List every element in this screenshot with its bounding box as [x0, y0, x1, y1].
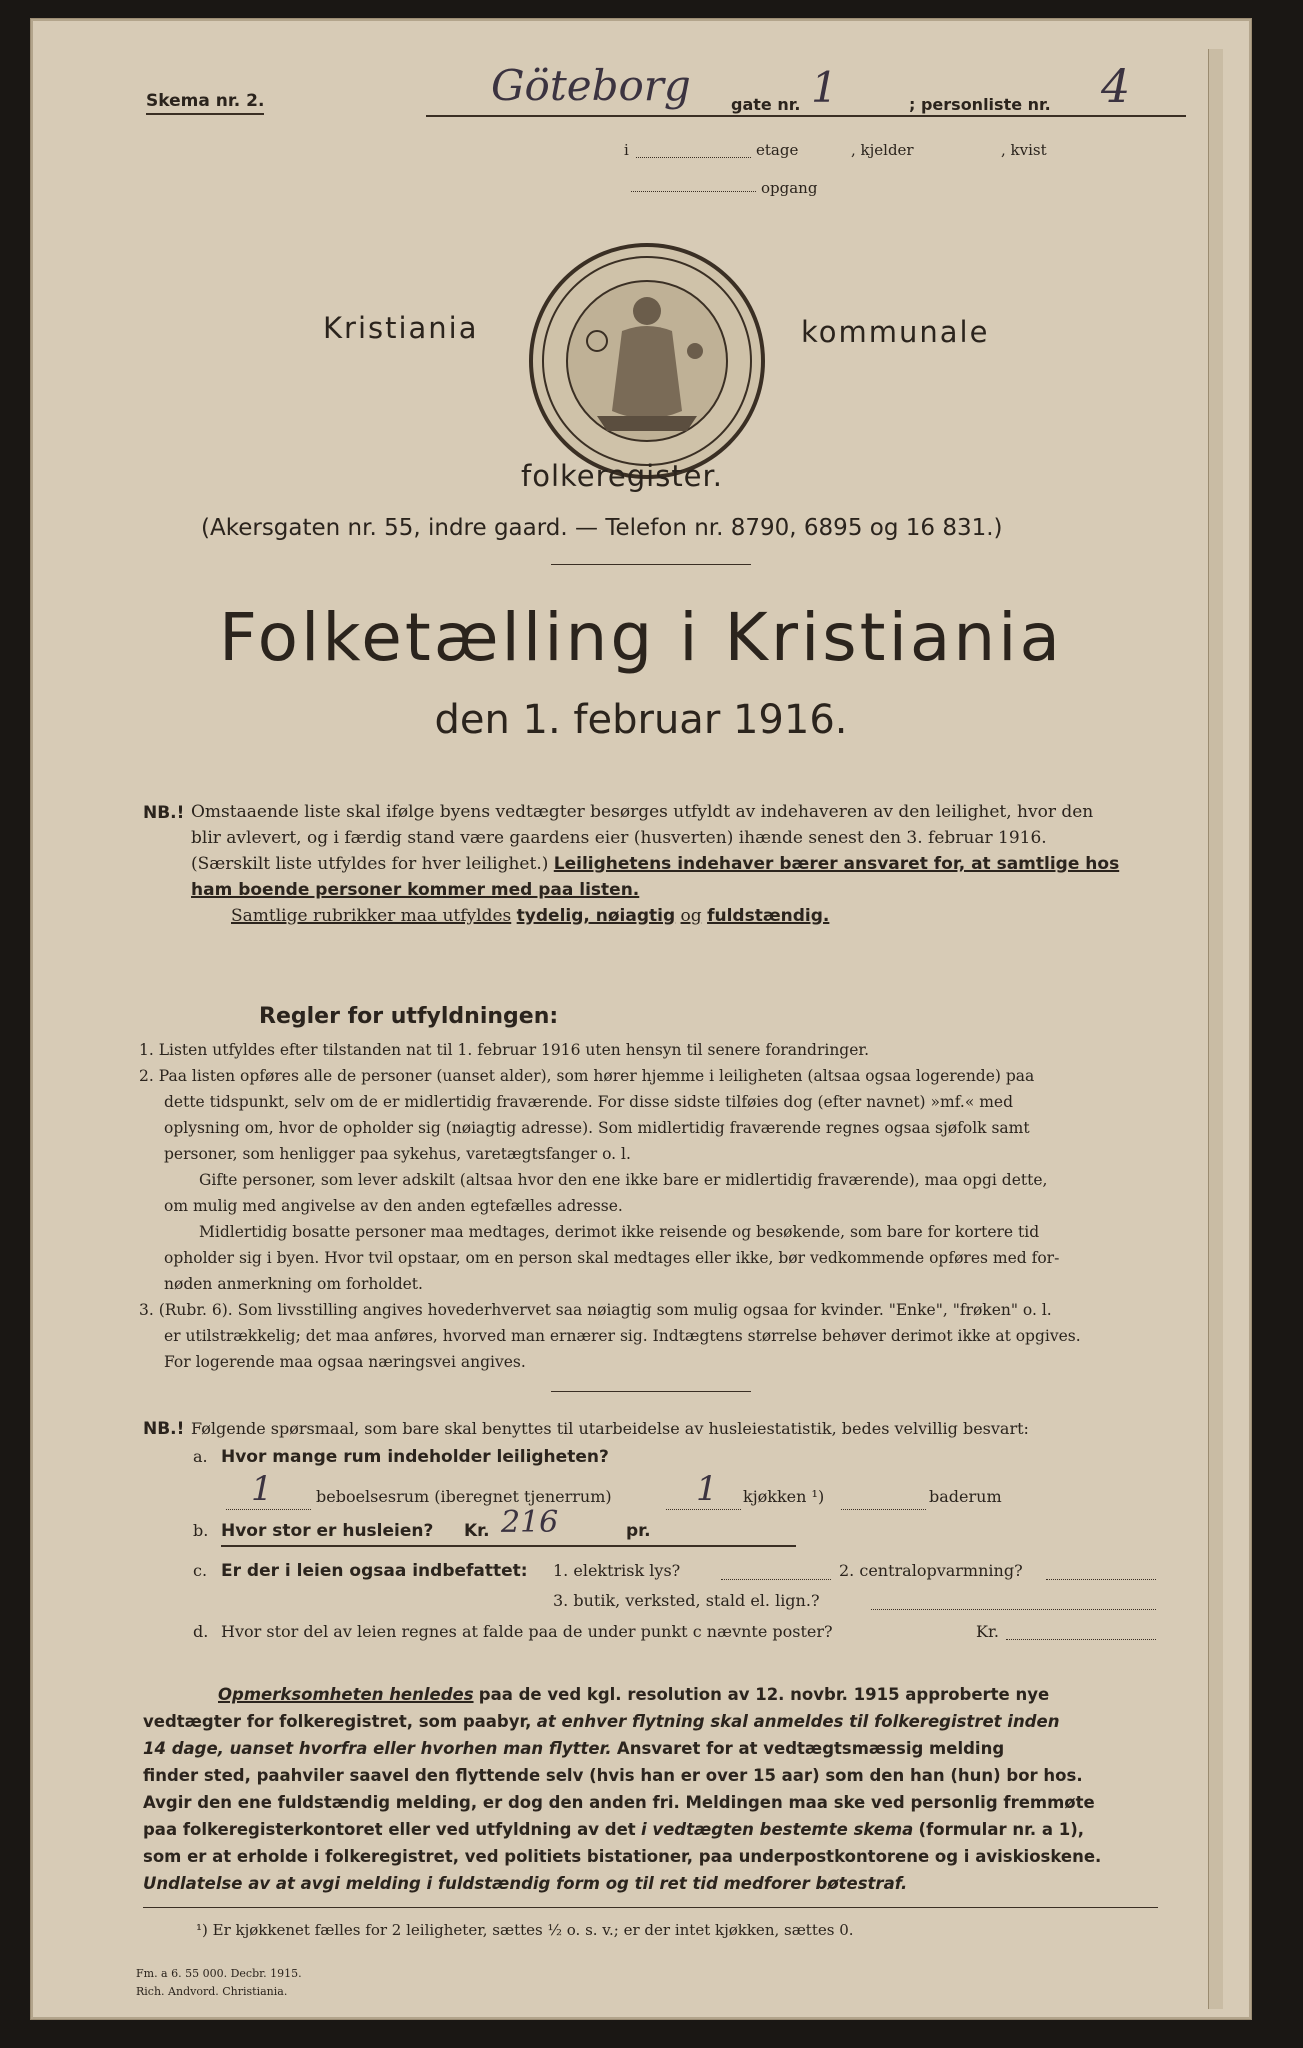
etage-label: etage	[756, 141, 799, 159]
handwritten-rent: 216	[501, 1505, 559, 1540]
nb1-line5b: tydelig, nøiagtig	[516, 906, 676, 926]
kvist-label: , kvist	[1001, 141, 1047, 159]
qc-question: Er der i leien ogsaa indbefattet:	[221, 1561, 528, 1581]
qc1-answer-line	[721, 1579, 831, 1580]
nb1-line4: ham boende personer kommer med paa listen.	[191, 880, 640, 900]
handwritten-personliste-nr: 4	[1101, 59, 1131, 113]
personliste-label: ; personliste nr.	[909, 95, 1051, 114]
kitchen-answer-line	[666, 1509, 741, 1510]
qc-label: c.	[193, 1561, 208, 1580]
registry-address: (Akersgaten nr. 55, indre gaard. — Telefon nr. 8790, 6895 og 16 831.)	[201, 515, 1003, 541]
nb1-line1: Omstaaende liste skal ifølge byens vedtægter besørges utfyldt av indehaveren av den leilighet, hvor den	[191, 802, 1094, 822]
qa-question: Hvor mange rum indeholder leiligheten?	[221, 1447, 609, 1467]
notice-l6a: paa folkeregisterkontoret eller ved utfyldning av det	[143, 1820, 636, 1839]
notice-l1b: paa de ved kgl. resolution av 12. novbr. 1915 approberte nye	[478, 1685, 1050, 1704]
kr-label: Kr.	[464, 1521, 490, 1541]
skema-label: Skema nr. 2.	[146, 91, 264, 115]
folkeregister-title: folkeregister.	[521, 459, 724, 493]
rule-2i: nøden anmerkning om forholdet.	[164, 1275, 423, 1293]
notice-l7: som er at erholde i folkeregistret, ved politiets bistationer, paa underpostkontorene og i aviskioskene.	[143, 1847, 1102, 1866]
nb1-line3a: (Særskilt liste utfyldes for hver leilighet.)	[191, 854, 549, 874]
qc2-answer-line	[1046, 1579, 1156, 1580]
notice-l3a: 14 dage, uanset hvorfra eller hvorhen man flytter.	[143, 1739, 612, 1758]
kommunale-text: kommunale	[801, 315, 990, 349]
nb1-line3b: Leilighetens indehaver bærer ansvaret for, at samtlige hos	[553, 854, 1120, 874]
footnote: ¹) Er kjøkkenet fælles for 2 leiligheter, sættes ½ o. s. v.; er der intet kjøkken, sættes 0.	[196, 1921, 854, 1939]
rule-2a: 2. Paa listen opføres alle de personer (uanset alder), som hører hjemme i leiligheten (altsaa ogsaa logerende) paa	[139, 1067, 1035, 1085]
notice-l3b: Ansvaret for at vedtægtsmæssig melding	[616, 1739, 1005, 1758]
seal-icon	[527, 241, 767, 481]
beboelsesrum-label: beboelsesrum (iberegnet tjenerrum)	[316, 1487, 612, 1506]
rule-2e: Gifte personer, som lever adskilt (altsaa hvor den ene ikke bare er midlertidig fraværende), maa opgi dette,	[199, 1171, 1048, 1189]
qb-label: b.	[193, 1521, 209, 1540]
nb2-intro: Følgende spørsmaal, som bare skal benyttes til utarbeidelse av husleiestatistik, bedes velvillig besvart:	[191, 1419, 1029, 1438]
imprint-line-1: Fm. a 6. 55 000. Decbr. 1915.	[136, 1967, 302, 1980]
pr-label: pr.	[626, 1521, 651, 1541]
baderum-answer-line	[841, 1509, 926, 1510]
notice-l6c: (formular nr. a 1),	[918, 1820, 1085, 1839]
handwritten-street: Göteborg	[491, 61, 691, 110]
notice-l6b: i vedtægten bestemte skema	[640, 1820, 914, 1839]
subtitle: den 1. februar 1916.	[434, 697, 848, 743]
kjokken-label: kjøkken ¹)	[743, 1487, 825, 1506]
baderum-label: baderum	[929, 1487, 1002, 1506]
notice-l4: finder sted, paahviler saavel den flyttende selv (hvis han er over 15 aar) som den han (hun) bor hos.	[143, 1766, 1083, 1785]
imprint-line-2: Rich. Andvord. Christiania.	[136, 1985, 288, 1998]
qc-item-2: 2. centralopvarmning?	[839, 1561, 1023, 1580]
rule-2d: personer, som henligger paa sykehus, varetægtsfanger o. l.	[164, 1145, 631, 1163]
rule-2h: opholder sig i byen. Hvor tvil opstaar, om en person skal medtages eller ikke, bør vedkommende opføres med for-	[164, 1249, 1060, 1267]
notice-l8: Undlatelse av at avgi melding i fuldstændig form og til ret tid medforer bøtestraf.	[143, 1874, 908, 1893]
opgang-dots	[631, 191, 756, 192]
qc3-answer-line	[871, 1609, 1156, 1610]
qc-item-3: 3. butik, verksted, stald el. lign.?	[553, 1591, 820, 1610]
rule-2f: om mulig med angivelse av den anden egtefælles adresse.	[164, 1197, 623, 1215]
notice-l2b: at enhver flytning skal anmeldes til folkeregistret inden	[536, 1712, 1060, 1731]
gate-label: gate nr.	[731, 95, 801, 114]
divider	[551, 564, 751, 565]
rule-3a: 3. (Rubr. 6). Som livsstilling angives hovederhvervet saa nøiagtig som mulig ogsaa for kvinder. "Enke", "frøken" o. l.	[139, 1301, 1052, 1319]
i-label: i	[624, 141, 629, 159]
qa-label: a.	[193, 1447, 208, 1466]
municipal-seal	[527, 241, 767, 481]
census-form	[30, 18, 1252, 2020]
nb1-line5a: Samtlige rubrikker maa utfyldes	[231, 906, 512, 926]
rule-2g: Midlertidig bosatte personer maa medtages, derimot ikke reisende og besøkende, som bare for kortere tid	[199, 1223, 1040, 1241]
notice-l2a: vedtægter for folkeregistret, som paabyr,	[143, 1712, 532, 1731]
nb-label-2: NB.!	[143, 1419, 185, 1439]
main-title: Folketælling i Kristiania	[219, 599, 1063, 676]
qc-item-1: 1. elektrisk lys?	[553, 1561, 681, 1580]
kristiania-text: Kristiania	[323, 311, 479, 345]
rent-underline	[221, 1545, 796, 1547]
nb-label-1: NB.!	[143, 803, 185, 823]
header-line	[426, 115, 1186, 117]
nb1-line5d: fuldstændig.	[707, 906, 830, 926]
handwritten-gate-nr: 1	[811, 63, 838, 112]
rule-2b: dette tidspunkt, selv om de er midlertidig fraværende. For disse sidste tilføies dog (efter navnet) »mf.« med	[164, 1093, 1014, 1111]
rule-2c: oplysning om, hvor de opholder sig (nøiagtig adresse). Som midlertidig fraværende regnes ogsaa sjøfolk samt	[164, 1119, 1030, 1137]
opgang-label: opgang	[761, 179, 818, 197]
handwritten-kitchen: 1	[696, 1469, 718, 1509]
nb1-line5c: og	[680, 906, 702, 926]
rooms-answer-line	[226, 1509, 311, 1510]
qd-question: Hvor stor del av leien regnes at falde paa de under punkt c nævnte poster?	[221, 1622, 833, 1641]
rule-3b: er utilstrækkelig; det maa anføres, hvorved man ernærer sig. Indtægtens størrelse behøver derimot ikke at opgives.	[164, 1327, 1081, 1345]
rule-1: 1. Listen utfyldes efter tilstanden nat til 1. februar 1916 uten hensyn til senere forandringer.	[139, 1041, 870, 1059]
rule-3c: For logerende maa ogsaa næringsvei angives.	[164, 1353, 526, 1371]
notice-lead: Opmerksomheten henledes	[218, 1685, 474, 1704]
notice-l5: Avgir den ene fuldstændig melding, er dog den anden fri. Meldingen maa ske ved personlig fremmøte	[143, 1793, 1095, 1812]
nb1-line2: blir avlevert, og i færdig stand være gaardens eier (husverten) ihænde senest den 3. februar 1916.	[191, 828, 1047, 848]
qd-answer-line	[1006, 1639, 1156, 1640]
etage-dots	[636, 157, 751, 158]
divider-2	[551, 1391, 751, 1392]
footnote-rule	[143, 1907, 1158, 1908]
qd-kr-label: Kr.	[976, 1622, 999, 1641]
kjelder-label: , kjelder	[851, 141, 914, 159]
rules-heading: Regler for utfyldningen:	[259, 1004, 559, 1029]
handwritten-rooms: 1	[251, 1469, 273, 1509]
qb-question: Hvor stor er husleien?	[221, 1521, 434, 1541]
qd-label: d.	[193, 1622, 209, 1641]
